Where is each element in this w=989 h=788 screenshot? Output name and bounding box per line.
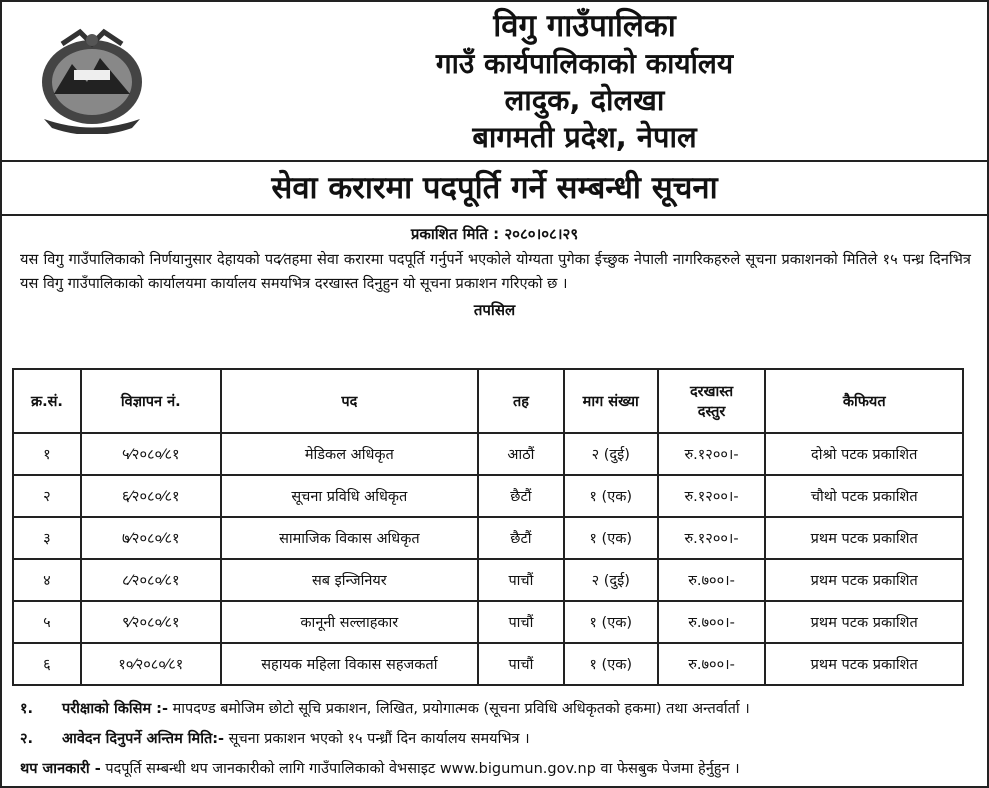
nepal-emblem-icon xyxy=(32,24,152,134)
cell-sn: ५ xyxy=(13,601,81,643)
header-fee xyxy=(658,369,766,433)
note-more-info xyxy=(20,754,750,784)
cell-post: सूचना प्रविधि अधिकृत xyxy=(221,475,478,517)
office-address: लादुक, दोलखा xyxy=(504,83,665,117)
header xyxy=(2,2,987,162)
cell-adv-no: ७⁄२०८०⁄८१ xyxy=(81,517,221,559)
cell-post: मेडिकल अधिकृत xyxy=(221,433,478,475)
cell-remarks: चौथो पटक प्रकाशित xyxy=(765,475,963,517)
intro-paragraph: यस विगु गाउँपालिकाको निर्णयानुसार देहायको पद⁄तहमा सेवा करारमा पदपूर्ति गर्नुपर्ने भएकोले योग्यता पुगेका ईच्छुक नेपाली नागरिकहरुले सूचना प्रकाशनको मितिले १५ पन्ध्र दिनभित्र यस विगु गाउँपालिकाको कार्यालयमा कार्यालय समयभित्र दरखास्त दिनुहुन यो सूचना प्रकाशन गरिएको छ । xyxy=(20,251,971,292)
table-row xyxy=(13,517,963,559)
note-deadline xyxy=(20,724,750,754)
note-label: परीक्षाको किसिम :- xyxy=(62,701,168,717)
vacancy-table xyxy=(12,368,964,686)
header-fee-line2: दस्तुर xyxy=(697,404,726,420)
cell-sn: ३ xyxy=(13,517,81,559)
notes-section xyxy=(20,694,750,784)
office-heading xyxy=(182,8,987,156)
cell-level: छैटौं xyxy=(478,475,564,517)
cell-adv-no: ५⁄२०८०⁄८१ xyxy=(81,433,221,475)
header-level: तह xyxy=(478,369,564,433)
note-number: १. xyxy=(20,701,34,717)
cell-post: सामाजिक विकास अधिकृत xyxy=(221,517,478,559)
cell-count: २ (दुई) xyxy=(564,433,658,475)
header-sn: क्र.सं. xyxy=(13,369,81,433)
cell-fee: रु.७००।- xyxy=(658,601,766,643)
cell-sn: ६ xyxy=(13,643,81,685)
cell-fee: रु.७००।- xyxy=(658,643,766,685)
cell-level: पाचौं xyxy=(478,601,564,643)
note-text: पदपूर्ति सम्बन्धी थप जानकारीको लागि गाउँपालिकाको वेभसाइट www.bigumun.gov.np वा फेसबुक पेजमा हेर्नुहुन । xyxy=(100,761,740,777)
province-country: बागमती प्रदेश, नेपाल xyxy=(472,120,697,154)
note-text: सूचना प्रकाशन भएको १५ पन्ध्रौं दिन कार्यालय समयभित्र । xyxy=(224,731,530,747)
cell-fee: रु.१२००।- xyxy=(658,475,766,517)
cell-sn: ४ xyxy=(13,559,81,601)
cell-remarks: प्रथम पटक प्रकाशित xyxy=(765,559,963,601)
table-row xyxy=(13,559,963,601)
note-exam-type xyxy=(20,694,750,724)
cell-fee: रु.१२००।- xyxy=(658,433,766,475)
header-fee-line1: दरखास्त xyxy=(689,384,734,400)
header-adv-no: विज्ञापन नं. xyxy=(81,369,221,433)
header-post: पद xyxy=(221,369,478,433)
table-row xyxy=(13,475,963,517)
cell-count: २ (दुई) xyxy=(564,559,658,601)
schedule-heading: तपसिल xyxy=(473,301,516,319)
cell-count: १ (एक) xyxy=(564,643,658,685)
cell-remarks: दोश्रो पटक प्रकाशित xyxy=(765,433,963,475)
notice-title: सेवा करारमा पदपूर्ति गर्ने सम्बन्धी सूचना xyxy=(2,162,987,216)
cell-remarks: प्रथम पटक प्रकाशित xyxy=(765,643,963,685)
note-number: २. xyxy=(20,731,34,747)
cell-adv-no: ९⁄२०८०⁄८१ xyxy=(81,601,221,643)
note-label: थप जानकारी - xyxy=(20,761,101,777)
cell-fee: रु.१२००।- xyxy=(658,517,766,559)
cell-sn: १ xyxy=(13,433,81,475)
cell-sn: २ xyxy=(13,475,81,517)
cell-adv-no: १०⁄२०८०⁄८१ xyxy=(81,643,221,685)
cell-remarks: प्रथम पटक प्रकाशित xyxy=(765,517,963,559)
cell-adv-no: ६⁄२०८०⁄८१ xyxy=(81,475,221,517)
cell-post: सहायक महिला विकास सहजकर्ता xyxy=(221,643,478,685)
cell-level: आठौं xyxy=(478,433,564,475)
cell-fee: रु.७००।- xyxy=(658,559,766,601)
cell-count: १ (एक) xyxy=(564,475,658,517)
cell-remarks: प्रथम पटक प्रकाशित xyxy=(765,601,963,643)
note-label: आवेदन दिनुपर्ने अन्तिम मिति:- xyxy=(62,731,225,747)
table-row xyxy=(13,643,963,685)
cell-count: १ (एक) xyxy=(564,601,658,643)
cell-post: कानूनी सल्लाहकार xyxy=(221,601,478,643)
cell-level: छैटौं xyxy=(478,517,564,559)
table-header-row xyxy=(13,369,963,433)
office-name: गाउँ कार्यपालिकाको कार्यालय xyxy=(435,47,734,80)
cell-level: पाचौं xyxy=(478,643,564,685)
header-remarks: कैफियत xyxy=(765,369,963,433)
header-count: माग संख्या xyxy=(564,369,658,433)
cell-post: सब इन्जिनियर xyxy=(221,559,478,601)
cell-adv-no: ८⁄२०८०⁄८१ xyxy=(81,559,221,601)
note-text: मापदण्ड बमोजिम छोटो सूचि प्रकाशन, लिखित, प्रयोगात्मक (सूचना प्रविधि अधिकृतको हकमा) तथा अन्तर्वार्ता । xyxy=(168,701,750,717)
municipality-name: विगु गाउँपालिका xyxy=(493,8,676,44)
cell-level: पाचौं xyxy=(478,559,564,601)
table-row xyxy=(13,433,963,475)
publication-date: प्रकाशित मिति : २०८०।०८।२९ xyxy=(410,225,579,243)
cell-count: १ (एक) xyxy=(564,517,658,559)
table-row xyxy=(13,601,963,643)
